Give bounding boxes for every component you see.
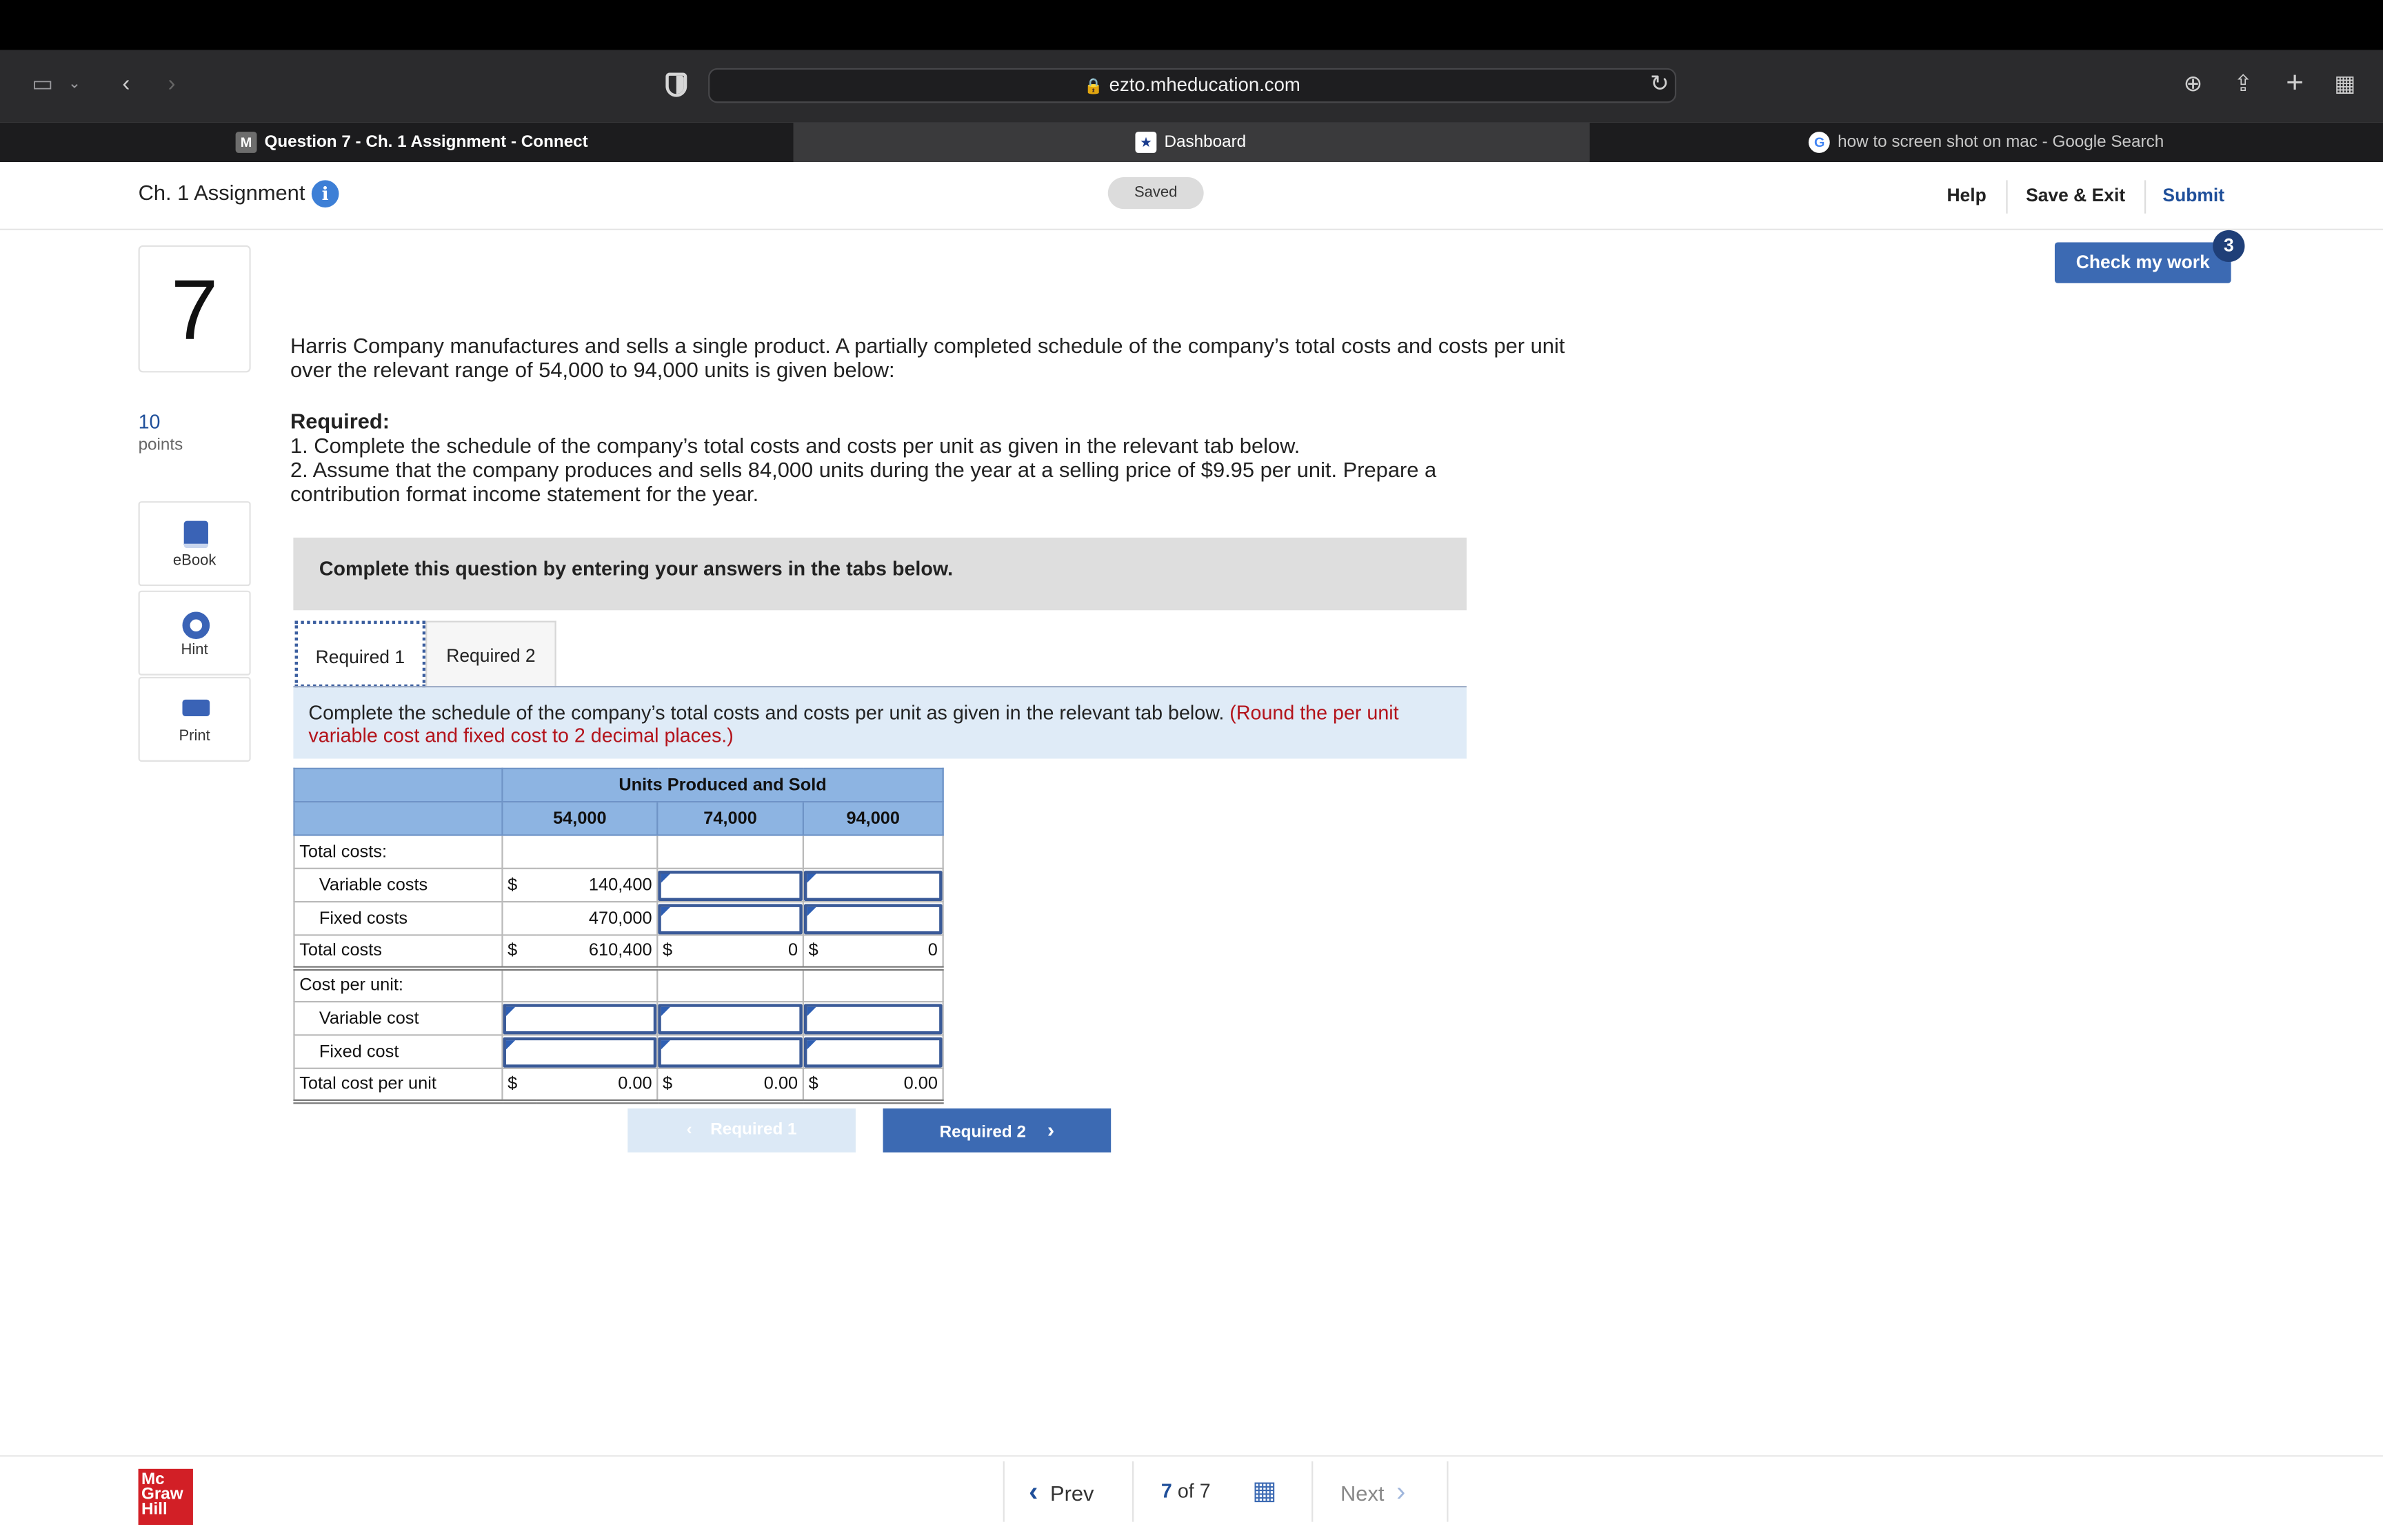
empty-cell [657,835,803,868]
fixed-costs-54000: 470,000 [536,902,657,935]
lifebuoy-icon [182,611,210,639]
empty-cell [502,835,535,868]
total-cost-per-unit-94000 [803,1068,943,1102]
prev-required-button[interactable] [627,1108,856,1153]
table-row [294,969,943,1002]
logo-line: Mc [141,1470,165,1489]
currency-symbol: $ [662,942,673,960]
currency-symbol: $ [502,1068,535,1102]
chevron-down-icon[interactable]: ⌄ [68,75,81,92]
empty-cell [803,969,943,1002]
header-divider [2006,180,2007,213]
row-label: Cost per unit: [294,969,502,1002]
total-costs-94000-value: 0 [927,942,938,960]
question-number: 7 [139,245,251,373]
save-exit-link[interactable]: Save & Exit [2026,184,2126,206]
mcgraw-hill-logo [139,1469,193,1525]
table-row [294,1002,943,1035]
footer-divider [1003,1461,1005,1522]
tab-required-2[interactable]: Required 2 [425,621,556,688]
new-tab-icon[interactable]: + [2286,66,2304,100]
table-row [294,869,943,902]
submit-link[interactable]: Submit [2162,184,2225,206]
variable-costs-74000-input[interactable] [658,870,802,900]
points-label: points [138,436,183,455]
column-header-94000: 94,000 [803,802,943,835]
sidebar-toggle-icon[interactable]: ▭ [32,71,54,97]
total-questions: 7 [1199,1479,1211,1503]
printer-icon [182,700,210,716]
prev-required-label: Required 1 [710,1120,797,1139]
question-counter[interactable] [1161,1461,1231,1522]
column-header-74000: 74,000 [657,802,803,835]
book-icon [184,521,208,549]
next-required-label: Required 2 [939,1123,1026,1142]
variable-costs-54000: 140,400 [536,869,657,902]
next-required-button[interactable] [883,1108,1112,1153]
currency-symbol: $ [808,942,818,960]
input-cell [657,1035,803,1068]
total-costs-54000: 610,400 [536,935,657,968]
footer-divider [1447,1461,1448,1522]
footer-divider [1311,1461,1313,1522]
requirement-2: 2. Assume that the company produces and sells 84,000 units during the year at a selling price of $9.95 per unit. Prepare a contribution format income statement for the year. [290,457,1437,506]
header-divider [2144,180,2146,213]
lock-icon: 🔒 [1084,79,1103,96]
currency-symbol: $ [662,1075,673,1094]
currency-symbol: $ [808,1075,818,1094]
empty-cell [502,969,535,1002]
check-attempts-badge: 3 [2213,230,2244,262]
table-header-row [294,802,943,835]
row-label: Total costs [294,935,502,968]
points-value: 10 [138,410,161,434]
input-cell [803,869,943,902]
fixed-cost-94000-input[interactable] [804,1037,943,1067]
row-label: Variable cost [294,1002,502,1035]
requirement-1: 1. Complete the schedule of the company’s total costs and costs per unit as given in the relevant tab below. [290,433,1300,458]
assignment-title: Ch. 1 Assignment [138,180,305,205]
logo-line: Hill [141,1500,168,1519]
tab-label: Dashboard [1164,133,1247,152]
dashboard-favicon-icon: ★ [1136,132,1157,153]
variable-costs-94000-input[interactable] [804,870,943,900]
total-costs-74000 [657,935,803,968]
fixed-cost-74000-input[interactable] [658,1037,802,1067]
current-question: 7 [1160,1479,1172,1503]
input-cell [803,1002,943,1035]
tab-description [293,687,1467,758]
required-heading: Required: [290,409,390,434]
input-cell [803,1035,943,1068]
chevron-left-icon: ‹ [1029,1476,1038,1507]
grid-icon[interactable]: ▦ [1252,1476,1277,1506]
next-question-button[interactable] [1340,1461,1431,1522]
url-text: ezto.mheducation.com [1109,74,1300,96]
share-icon[interactable]: ⇪ [2233,71,2253,97]
header-blank-cell [294,802,502,835]
column-header-54000: 54,000 [502,802,657,835]
macos-menubar [0,0,2383,50]
forward-icon[interactable]: › [168,71,176,97]
table-header-row [294,769,943,802]
tab-description-text: Complete the schedule of the company’s total costs and costs per unit as given in the relevant tab below. [308,701,1225,725]
print-label: Print [179,728,210,745]
units-header: Units Produced and Sold [502,769,943,802]
input-cell [502,1035,657,1068]
total-cost-per-unit-54000: 0.00 [536,1068,657,1102]
tab-overview-icon[interactable]: ▦ [2334,71,2356,97]
tab-required-1[interactable]: Required 1 [295,621,426,688]
empty-cell [657,969,803,1002]
back-icon[interactable]: ‹ [122,71,130,97]
row-label: Fixed costs [294,902,502,935]
logo-line: Graw [141,1485,183,1504]
currency-symbol: $ [502,935,535,968]
tab-label: how to screen shot on mac - Google Search [1838,133,2164,152]
variable-cost-74000-input[interactable] [658,1003,802,1033]
browser-tab-connect[interactable] [0,123,794,162]
row-label: Fixed cost [294,1035,502,1068]
empty-cell [536,969,657,1002]
table-row [294,1068,943,1102]
input-cell [657,869,803,902]
of-label: of [1177,1479,1194,1503]
hint-label: Hint [181,642,208,659]
header-blank-cell [294,769,502,802]
help-link[interactable]: Help [1947,184,1987,206]
chevron-right-icon: › [1047,1117,1055,1142]
input-cell [502,1002,657,1035]
browser-tab-google[interactable] [1589,123,2383,162]
fixed-cost-54000-input[interactable] [503,1037,657,1067]
chevron-left-icon: ‹ [686,1120,692,1139]
download-icon[interactable]: ⊕ [2183,71,2203,97]
total-cost-per-unit-74000 [657,1068,803,1102]
total-cost-per-unit-74000-value: 0.00 [763,1075,798,1094]
connect-favicon-icon: M [236,132,257,153]
chevron-right-icon: › [1396,1476,1406,1507]
fixed-costs-94000-input[interactable] [804,903,943,933]
row-label: Variable costs [294,869,502,902]
next-label: Next [1340,1481,1385,1506]
ebook-label: eBook [172,552,217,569]
prev-label: Prev [1050,1481,1094,1506]
instructions-box [293,538,1467,610]
table-row [294,935,943,968]
table-row [294,835,943,868]
empty-cell [536,835,657,868]
row-label: Total costs: [294,835,502,868]
table-row [294,1035,943,1068]
empty-cell [502,902,535,935]
empty-cell [803,835,943,868]
rounding-note: (Round the per unit variable cost and fixed cost to 2 decimal places.) [308,701,1399,747]
google-favicon-icon: G [1809,132,1830,153]
saved-indicator: Saved [1108,177,1204,209]
check-my-work-button[interactable]: Check my work [2055,242,2231,283]
input-cell [803,902,943,935]
variable-cost-54000-input[interactable] [503,1003,657,1033]
question-text: Harris Company manufactures and sells a single product. A partially completed schedule of the company’s total costs and costs per unit over the relevant range of 54,000 to 94,000 units is given below: [290,333,1565,382]
variable-cost-94000-input[interactable] [804,1003,943,1033]
input-cell [657,902,803,935]
total-cost-per-unit-94000-value: 0.00 [903,1075,938,1094]
ebook-button[interactable] [139,501,251,586]
requirements [290,409,1506,506]
total-costs-74000-value: 0 [788,942,798,960]
currency-symbol: $ [502,869,535,902]
browser-tab-dashboard[interactable] [794,123,1589,162]
info-icon[interactable]: i [312,180,339,207]
tab-label: Question 7 - Ch. 1 Assignment - Connect [264,133,588,152]
input-cell [657,1002,803,1035]
instructions-text: Complete this question by entering your answers in the tabs below. [319,557,954,580]
prev-question-button[interactable] [1029,1461,1135,1522]
address-bar[interactable] [708,68,1676,103]
table-row [294,902,943,935]
footer-divider [1132,1461,1134,1522]
reload-icon[interactable]: ↻ [1649,71,1669,97]
hint-button[interactable] [139,591,251,676]
total-costs-94000 [803,935,943,968]
fixed-costs-74000-input[interactable] [658,903,802,933]
row-label: Total cost per unit [294,1068,502,1102]
print-button[interactable] [139,677,251,762]
cost-schedule-table [293,768,943,1104]
privacy-shield-icon[interactable] [665,72,687,97]
